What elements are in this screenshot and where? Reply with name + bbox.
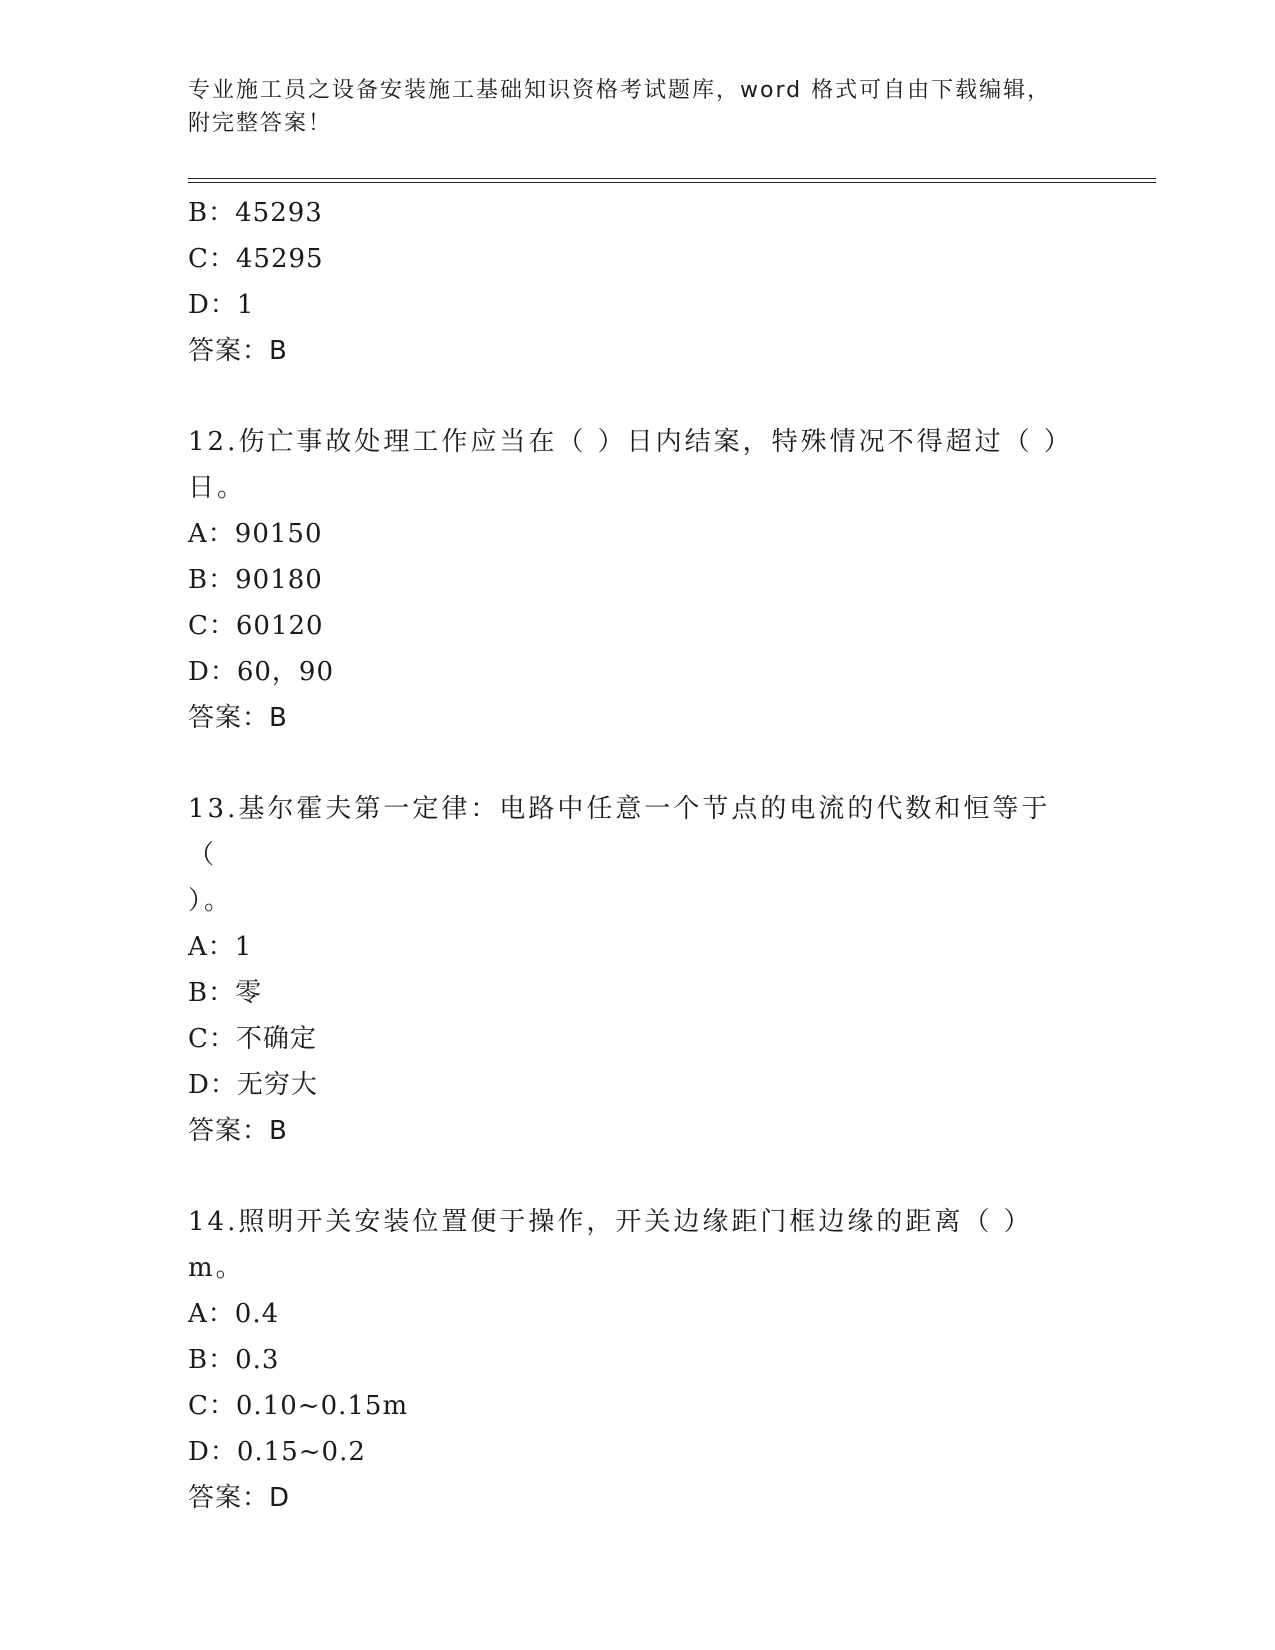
option-a: A：90150 xyxy=(188,519,323,549)
option-a: A：1 xyxy=(188,932,253,962)
option-b: B：45293 xyxy=(188,198,323,228)
option-c: C：不确定 xyxy=(188,1024,317,1054)
question-12 xyxy=(188,419,1088,741)
question-text xyxy=(188,419,1073,511)
header-line-1: 专业施工员之设备安装施工基础知识资格考试题库，word 格式可自由下载编辑， xyxy=(188,78,1052,103)
partial-question xyxy=(188,190,1088,374)
answer-line: 答案：B xyxy=(188,336,288,366)
option-c: C：0.10~0.15m xyxy=(188,1391,409,1421)
question-13 xyxy=(188,786,1088,1154)
option-b: B：90180 xyxy=(188,565,323,595)
option-d: D：0.15~0.2 xyxy=(188,1437,366,1467)
option-c: C：45295 xyxy=(188,244,324,274)
answer-line: 答案：B xyxy=(188,703,288,733)
option-d: D：无穷大 xyxy=(188,1070,318,1100)
question-14 xyxy=(188,1199,1088,1521)
header-line-2: 附完整答案！ xyxy=(188,111,333,136)
header-divider xyxy=(188,178,1156,183)
question-text xyxy=(188,1199,1068,1291)
option-d: D：60，90 xyxy=(188,657,335,687)
option-c: C：60120 xyxy=(188,611,324,641)
question-text-line-2: 日。 xyxy=(188,473,247,503)
answer-line: 答案：B xyxy=(188,1116,288,1146)
question-text-line-1: 13.基尔霍夫第一定律：电路中任意一个节点的电流的代数和恒等于（ xyxy=(188,794,1051,870)
question-text-line-2: ）。 xyxy=(188,886,234,916)
question-text-line-1: 12.伤亡事故处理工作应当在（ ）日内结案，特殊情况不得超过（ ） xyxy=(188,427,1073,457)
document-body xyxy=(188,190,1088,1521)
question-text-line-1: 14.照明开关安装位置便于操作，开关边缘距门框边缘的距离（ ）m。 xyxy=(188,1207,1033,1283)
option-d: D：1 xyxy=(188,290,255,320)
answer-line: 答案：D xyxy=(188,1483,291,1513)
option-b: B：零 xyxy=(188,978,263,1008)
question-text xyxy=(188,786,1068,924)
option-b: B：0.3 xyxy=(188,1345,280,1375)
option-a: A：0.4 xyxy=(188,1299,280,1329)
document-header xyxy=(188,74,1088,140)
